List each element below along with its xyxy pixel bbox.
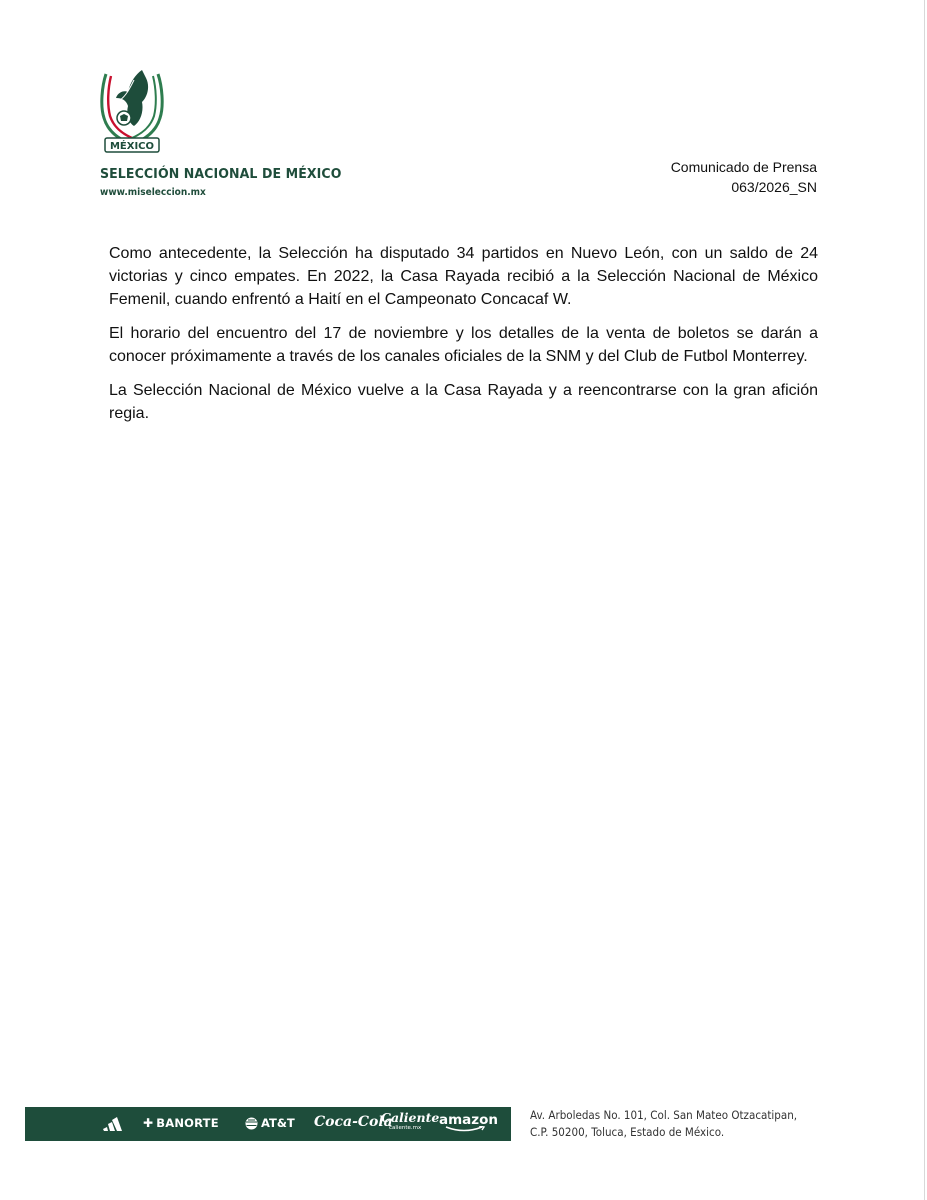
amazon-smile-icon: [444, 1126, 488, 1132]
logo-wordmark: MÉXICO: [109, 141, 155, 152]
att-globe-icon: [245, 1117, 258, 1130]
amazon-logo: [439, 1112, 498, 1132]
address-line: Av. Arboledas No. 101, Col. San Mateo Otzacatipan,: [530, 1108, 798, 1122]
att-wordmark: AT&T: [261, 1116, 295, 1130]
sponsor-bar: [25, 1107, 511, 1141]
address-block: [530, 1107, 797, 1141]
press-release-info: [671, 157, 817, 197]
page-edge-line: [924, 0, 925, 1200]
banorte-mark-icon: ✚: [143, 1116, 154, 1130]
att-logo: [245, 1116, 295, 1130]
caliente-logo: [381, 1111, 439, 1132]
banorte-logo: [143, 1116, 219, 1130]
press-release-number: 063/2026_SN: [731, 179, 817, 195]
caliente-wordmark: Caliente: [381, 1110, 440, 1125]
caliente-url: caliente.mx: [389, 1125, 422, 1131]
paragraph: La Selección Nacional de México vuelve a la Casa Rayada y a reencontrarse con la gran afición regia.: [109, 382, 818, 422]
address-line: C.P. 50200, Toluca, Estado de México.: [530, 1125, 725, 1139]
press-release-body: [109, 242, 818, 436]
adidas-logo-icon: [102, 1117, 130, 1131]
organization-name: SELECCIÓN NACIONAL DE MÉXICO: [100, 166, 342, 182]
coca-cola-logo: Coca-Cola: [314, 1114, 393, 1130]
paragraph: El horario del encuentro del 17 de noviembre y los detalles de la venta de boletos se darán a conocer próximamente a través de los canales oficiales de la SNM y del Club de Futbol Monterrey.: [109, 325, 818, 365]
organization-url[interactable]: www.miseleccion.mx: [100, 187, 206, 198]
paragraph: Como antecedente, la Selección ha disputado 34 partidos en Nuevo León, con un saldo de 24 victorias y cinco empates. En 2022, la Casa Rayada recibió a la Selección Nacional de México Femenil, cuando enfrentó a Haití en el Campeonato Concacaf W.: [109, 245, 818, 308]
press-release-label: Comunicado de Prensa: [670, 159, 817, 175]
amazon-wordmark: amazon: [439, 1112, 499, 1128]
banorte-wordmark: BANORTE: [156, 1116, 219, 1130]
mexico-crest-logo: [98, 66, 166, 156]
